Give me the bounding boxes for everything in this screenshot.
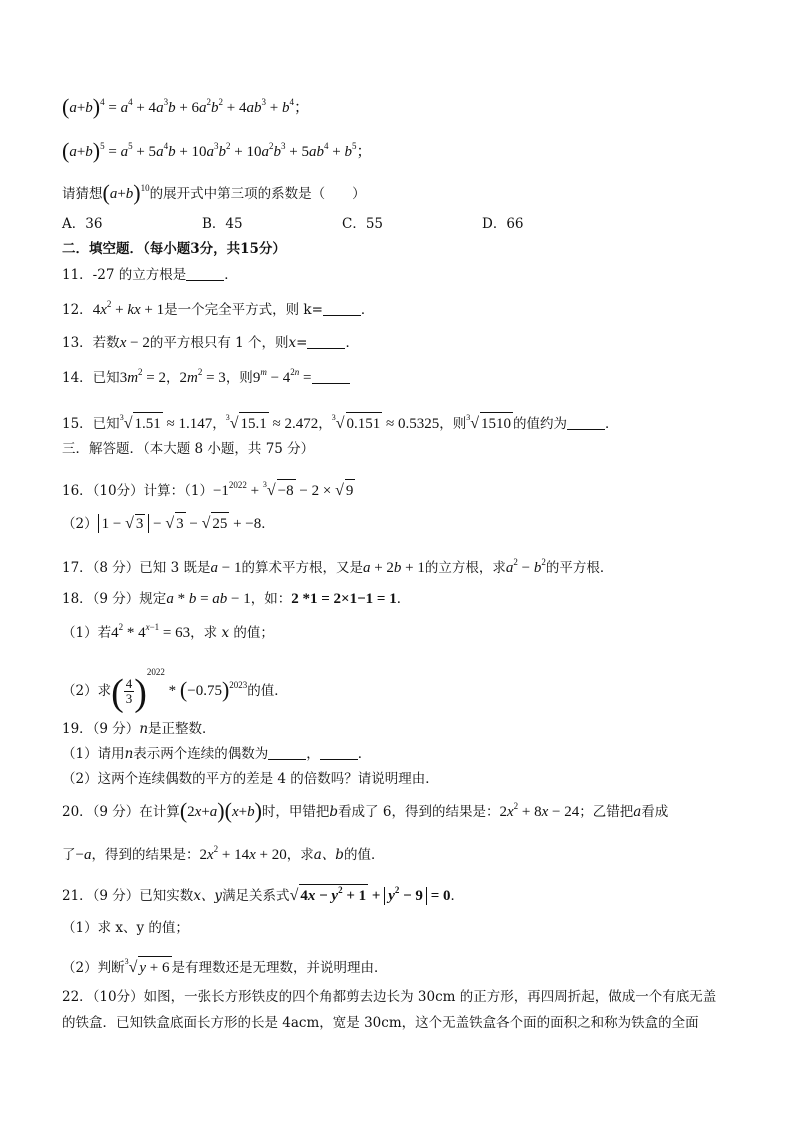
q12: 12．$4x^2$ + kx + 1是一个完全平方式，则 k= ．	[62, 299, 375, 318]
answer-blank[interactable]	[186, 266, 224, 281]
q11: 11．-27 的立方根是 ．	[62, 267, 238, 283]
q22-line2: 的铁盒．已知铁盒底面长方形的长是 4acm，宽是 30cm，这个无盖铁盒各个面的面积之和称为铁盒的全面	[62, 1015, 699, 1031]
q22-line1: 22．（10分）如图，一张长方形铁皮的四个角都剪去边长为 30cm 的正方形，再四周折起，做成一个有底无盖	[62, 989, 717, 1005]
q15: 15．已知$^3$√ 1.51 ≈ 1.147，$^3$√ 15.1 ≈ 2.472，$^3$√ 0.151 ≈ 0.5325，则$^3$√ 1510 的值约为 ．	[62, 407, 744, 435]
q19-part1: （1）请用n表示两个连续的偶数为 ， ．	[62, 746, 372, 762]
q18-part1: （1）若$4^2 * 4^{x-1} = 63$，求 x 的值；	[62, 622, 274, 641]
q16-part1: 16．（10分）计算：$(1)-1^{2022} + ^3√ -8 - 2$ × √ 9	[62, 474, 744, 502]
option-d[interactable]: D．66	[482, 216, 524, 232]
q19-part2: （2）这两个连续偶数的平方的差是 4 的倍数吗？请说明理由．	[62, 771, 439, 787]
answer-blank[interactable]	[307, 334, 345, 349]
q19: 19．（9 分）n是正整数．	[62, 721, 216, 737]
q13: 13．若数x − 2的平方根只有 1 个，则x= ．	[62, 335, 359, 351]
q17: 17．（8 分）已知 3 既是a − 1的算术平方根，又是a + 2b + 1的立方根，求$a^2 - b^2$的平方根．	[62, 557, 614, 576]
q21: 21．（9 分）已知实数x、y满足关系式√ $4x - y^2 + 1 + y^2 - 9 = 0$．	[62, 884, 744, 907]
expansion-4: $(a+b)^4 = a^4 + 4a^3b + 6a^2b^2 + 4ab^3 + b^4$；	[62, 94, 309, 119]
answer-blank[interactable]	[268, 745, 306, 760]
q21-part2: （2）判断$^3$√ y + 6 是有理数还是无理数，并说明理由．	[62, 951, 744, 979]
answer-blank[interactable]	[312, 369, 350, 384]
section-2-title: 二．填空题．（每小题3分，共15分）	[62, 241, 286, 257]
section-3-title: 三．解答题．（本大题 8 小题，共 75 分）	[62, 441, 315, 457]
q18-part2: （2）求( $\frac{4}{3}$ )$^{2022} * (-0.75)^{2023}$的值．	[62, 667, 288, 714]
expansion-5: $(a+b)^5 = a^5 + 5a^4b + 10a^3b^2 + 10a^2b^3 + 5ab^4 + b^5$；	[62, 138, 372, 163]
q21-part1: （1）求 x、y 的值；	[62, 920, 189, 936]
option-a[interactable]: A．36	[62, 216, 103, 232]
answer-blank[interactable]	[320, 745, 358, 760]
option-c[interactable]: C．55	[342, 216, 384, 232]
q20-line2: 了−a，得到的结果是：$2x^2 + 14x + 20$，求a、b的值．	[62, 844, 385, 863]
q16-part2: （2） 1 − √ 3 − √ 3 − √ 25 + −8．	[62, 512, 744, 535]
answer-blank[interactable]	[567, 415, 605, 430]
answer-blank[interactable]	[323, 301, 361, 316]
q10-guess: 请猜想$(a+b)^{10}$的展开式中第三项的系数是（ ）	[62, 180, 366, 205]
q14: 14．已知$3m^2 = 2$，$2m^2 = 3$，则$9^m - 4^{2n}$ =	[62, 367, 744, 389]
q10-options	[62, 213, 744, 235]
q20: 20．（9 分）在计算(2x+a)(x+b)时，甲错把b看成了 6，得到的结果是：$2x^2 + 8x - 24$；乙错把a看成	[62, 798, 669, 823]
option-b[interactable]: B．45	[202, 216, 243, 232]
q18: 18．（9 分）规定a * b = ab − 1，如：2 *1 = 2×1−1 = 1．	[62, 591, 411, 607]
